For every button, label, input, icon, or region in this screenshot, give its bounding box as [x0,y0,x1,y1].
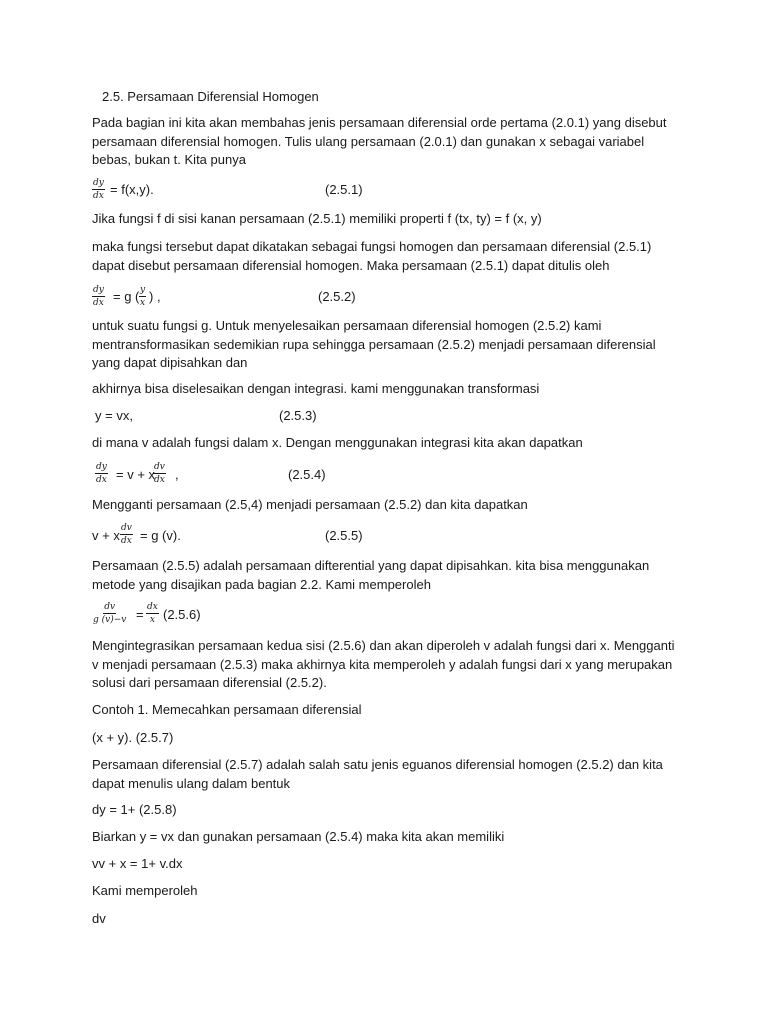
fraction-dv-gv [92,602,127,625]
equation-label: (2.5.6) [163,607,201,622]
paragraph-homogeneous: maka fungsi tersebut dapat dikatakan sebagai fungsi homogen dan persamaan diferensial (2.5.1) dapat disebut persamaan diferensial homogen. Maka persamaan (2.5.1) dapat ditulis oleh [92,239,652,273]
denominator: dx [154,475,165,485]
equation-dv: dv [92,911,106,926]
equation-equals: = [136,607,144,622]
equation-middle: = v + x [116,467,156,482]
paragraph-integration: akhirnya bisa diselesaikan dengan integrasi. kami menggunakan transformasi [92,381,540,396]
fraction-dy-dx [95,462,108,485]
equation-end: ) , [149,289,161,304]
fraction-dx-x [146,602,159,625]
paragraph-conclusion: Mengintegrasikan persamaan kedua sisi (2.5.6) dan akan diperoleh v adalah fungsi dari x. Mengganti v menjadi persamaan (2.5.3) maka akhirnya kita memperoleh y adalah fungsi dari x yang merupakan solusi dari persamaan diferensial (2.5.2). [92,638,675,690]
paragraph-substitute: Mengganti persamaan (2.5,4) menjadi persamaan (2.5.2) dan kita dapatkan [92,497,528,512]
paragraph-intro: Pada bagian ini kita akan membahas jenis persamaan diferensial orde pertama (2.0.1) yang disebut persamaan diferensial homogen. Tulis ulang persamaan (2.0.1) dan gunakan x sebagai variabel bebas, bukan t. Kita punya [92,115,667,167]
equation-vv: vv + x = 1+ v.dx [92,856,183,871]
equation-label: (2.5.2) [318,289,356,304]
fraction-y-x [139,285,146,308]
denominator: dx [93,191,104,201]
numerator: dv [121,523,132,533]
denominator: dx [121,536,132,546]
equation-label: (2.5.4) [288,467,326,482]
paragraph-property: Jika fungsi f di sisi kanan persamaan (2.5.1) memiliki properti f (tx, ty) = f (x, y) [92,211,542,226]
fraction-dy-dx [92,178,105,201]
numerator: dy [96,462,107,472]
equation-transform: y = vx, [95,408,133,423]
equation-label: (2.5.1) [325,182,363,197]
equation-rhs: = f(x,y). [110,182,154,197]
paragraph-transform: untuk suatu fungsi g. Untuk menyelesaikan persamaan diferensial homogen (2.5.2) kami mentransformasikan sedemikian rupa sehingga persamaan (2.5.2) menjadi persamaan diferensial yang dapat dipisahkan dan [92,318,656,370]
paragraph-let-y: Biarkan y = vx dan gunakan persamaan (2.5.4) maka kita akan memiliki [92,829,505,844]
fraction-dy-dx [92,285,105,308]
equation-middle: = g ( [113,289,140,304]
denominator: x [140,298,146,308]
denominator: g (v)−v [93,615,127,625]
denominator: dx [96,475,107,485]
equation-rhs: = g (v). [140,528,181,543]
fraction-dv-dx [120,523,133,546]
paragraph-obtain: Kami memperoleh [92,883,198,898]
denominator: x [149,615,155,625]
denominator: dx [93,298,104,308]
equation-2-5-7: (x + y). (2.5.7) [92,730,174,745]
paragraph-example: Persamaan diferensial (2.5.7) adalah salah satu jenis eguanos diferensial homogen (2.5.2) dan kita dapat menulis ulang dalam bentuk [92,757,663,791]
equation-end: , [175,467,179,482]
section-heading: 2.5. Persamaan Diferensial Homogen [102,89,319,104]
fraction-dv-dx [153,462,166,485]
equation-label: (2.5.5) [325,528,363,543]
numerator: dx [147,602,158,612]
numerator: dy [93,178,104,188]
paragraph-separable: Persamaan (2.5.5) adalah persamaan difterential yang dapat dipisahkan. kita bisa menggunakan metode yang disajikan pada bagian 2.2. Kami memperoleh [92,558,650,592]
equation-prefix: v + x [92,528,120,543]
paragraph-v-function: di mana v adalah fungsi dalam x. Dengan menggunakan integrasi kita akan dapatkan [92,435,583,450]
numerator: dv [154,462,165,472]
example-heading: Contoh 1. Memecahkan persamaan diferensial [92,702,362,717]
equation-2-5-8: dy = 1+ (2.5.8) [92,802,177,817]
numerator: dv [104,602,116,612]
numerator: y [140,285,146,295]
equation-label: (2.5.3) [279,408,317,423]
numerator: dy [93,285,104,295]
